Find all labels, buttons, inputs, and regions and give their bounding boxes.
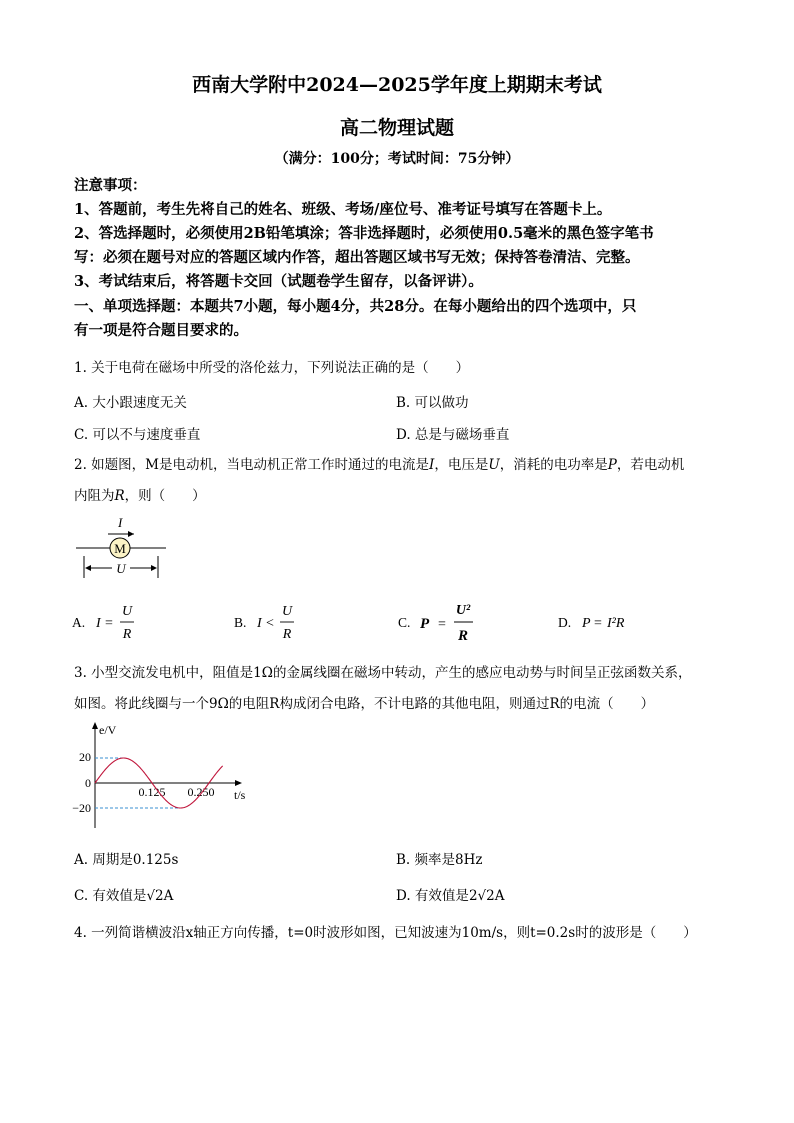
x-axis-label: t/s	[234, 788, 246, 802]
x-tick-label-0250: 0.250	[187, 785, 215, 799]
notice-item-2: 2、答选择题时，必须使用2B铅笔填涂；答非选择题时，必须使用0.5毫米的黑色签字笔书	[74, 225, 654, 242]
svg-text:=: =	[594, 616, 602, 631]
svg-text:I²R: I²R	[607, 616, 625, 631]
q2-stem-line2: 内阻为R，则（ ）	[74, 488, 206, 504]
svg-text:=: =	[438, 617, 446, 632]
q1-option-a: A. 大小跟速度无关	[74, 395, 187, 411]
notice-heading: 注意事项：	[74, 177, 147, 194]
svg-text:I: I	[96, 616, 101, 631]
q2-option-b	[234, 604, 294, 642]
svg-text:D.: D.	[558, 615, 572, 630]
motor-circuit-diagram	[70, 512, 180, 584]
svg-text:P: P	[582, 616, 591, 631]
svg-text:R: R	[122, 627, 132, 642]
notice-item-3: 3、考试结束后，将答题卡交回（试题卷学生留存，以备评讲）。	[74, 273, 483, 290]
exam-title: 西南大学附中2024—2025学年度上期期末考试	[192, 74, 602, 96]
q3-stem-line2: 如图。将此线圈与一个9Ω的电阻R构成闭合电路，不计电路的其他电阻，则通过R的电流（ ）	[74, 696, 655, 712]
current-label: I	[118, 515, 123, 530]
q1-option-b: B. 可以做功	[396, 395, 469, 411]
exam-subtitle: 高二物理试题	[339, 117, 454, 139]
q1-option-d: D. 总是与磁场垂直	[396, 427, 510, 443]
q1-stem: 1. 关于电荷在磁场中所受的洛伦兹力，下列说法正确的是（ ）	[74, 360, 470, 376]
q3-option-c: C. 有效值是√2A	[74, 888, 174, 904]
q2-option-a	[72, 604, 134, 642]
svg-text:U: U	[121, 604, 133, 619]
y-tick-label-zero: 0	[85, 776, 91, 790]
q3-option-b: B. 频率是8Hz	[396, 852, 483, 868]
svg-text:=: =	[105, 616, 113, 631]
svg-text:U: U	[281, 604, 293, 619]
motor-label: M	[114, 541, 126, 556]
q2-option-c	[398, 603, 473, 644]
q3-option-a: A. 周期是0.125s	[74, 852, 179, 868]
emf-chart	[70, 718, 260, 833]
y-tick-label-bottom: −20	[72, 801, 91, 815]
svg-text:R: R	[282, 627, 292, 642]
y-tick-label-top: 20	[79, 750, 91, 764]
svg-text:<: <	[266, 616, 274, 631]
svg-text:U²: U²	[455, 603, 471, 618]
svg-text:P: P	[420, 616, 430, 632]
svg-text:C.: C.	[398, 615, 411, 630]
y-axis-label: e/V	[99, 723, 117, 737]
q2-stem-line1: 2. 如题图，M是电动机，当电动机正常工作时通过的电流是I，电压是U，消耗的电功率是P，若电动机	[74, 457, 685, 473]
x-tick-label-0125: 0.125	[138, 785, 166, 799]
q4-stem: 4. 一列简谐横波沿x轴正方向传播，t=0时波形如图，已知波速为10m/s，则t=0.2s时的波形是（ ）	[74, 925, 697, 941]
svg-text:B.: B.	[234, 615, 247, 630]
notice-item-1: 1、答题前，考生先将自己的姓名、班级、考场/座位号、准考证号填写在答题卡上。	[74, 201, 612, 218]
q3-stem-line1: 3. 小型交流发电机中，阻值是1Ω的金属线圈在磁场中转动，产生的感应电动势与时间呈正弦函数关系，	[74, 665, 692, 681]
svg-text:I: I	[257, 616, 262, 631]
notice-item-2-cont: 写：必须在题号对应的答题区域内作答，超出答题区域书写无效；保持答卷清洁、完整。	[74, 249, 640, 266]
svg-text:A.: A.	[72, 615, 86, 630]
section-heading-cont: 有一项是符合题目要求的。	[74, 322, 248, 339]
q2-options	[70, 600, 690, 646]
section-heading: 一、单项选择题：本题共7小题，每小题4分，共28分。在每小题给出的四个选项中，只	[74, 298, 637, 315]
voltage-label: U	[116, 561, 126, 576]
q3-option-d: D. 有效值是2√2A	[396, 888, 505, 904]
svg-text:R: R	[457, 628, 469, 644]
q1-option-c: C. 可以不与速度垂直	[74, 427, 201, 443]
q2-option-d	[558, 615, 625, 631]
exam-info: （满分：100分；考试时间：75分钟）	[274, 151, 520, 167]
